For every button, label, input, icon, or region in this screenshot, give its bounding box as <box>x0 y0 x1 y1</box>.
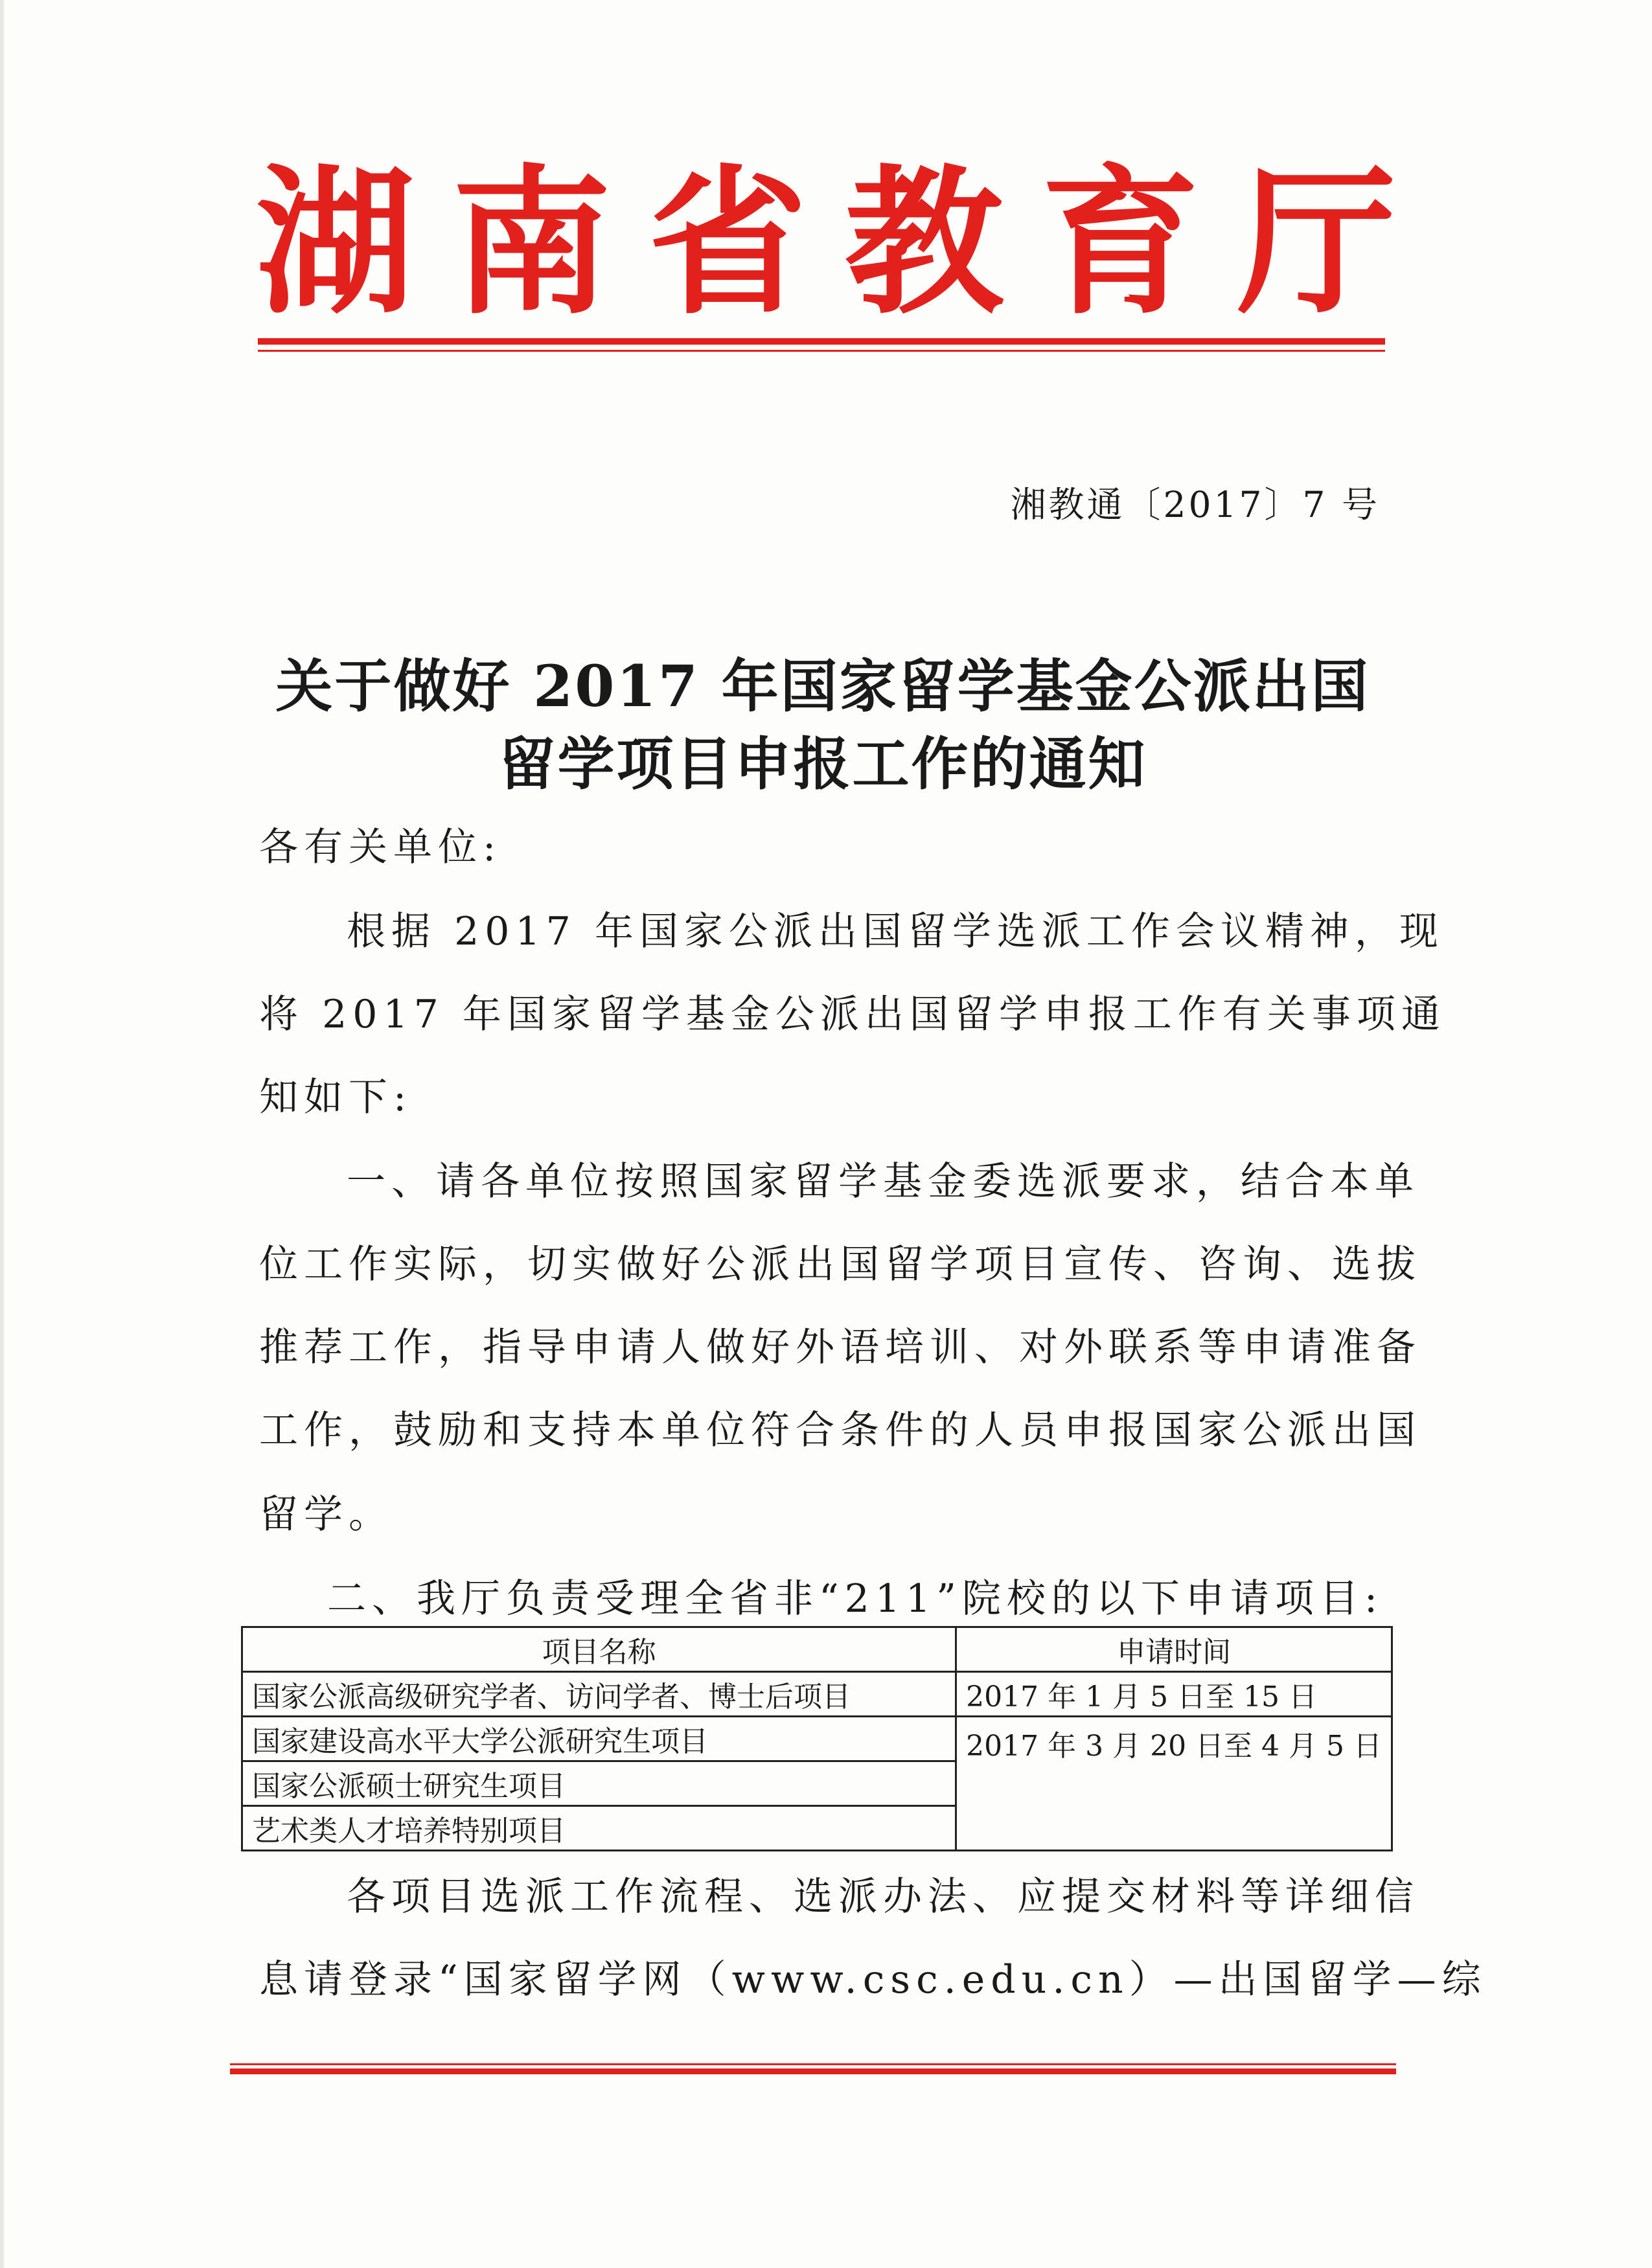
salutation: 各有关单位: <box>259 825 502 870</box>
project-name-cell: 国家建设高水平大学公派研究生项目 <box>242 1717 956 1761</box>
table-header-row <box>242 1627 1392 1672</box>
paragraph-line: 根据 2017 年国家公派出国留学选派工作会议精神，现 <box>347 909 1444 954</box>
page-edge <box>0 0 4 2268</box>
footer-rule-thin <box>230 2063 1396 2065</box>
letterhead-char: 省 <box>648 150 807 336</box>
letterhead-char: 育 <box>1041 150 1200 336</box>
letterhead-rule-thick <box>258 338 1385 345</box>
paragraph-line: 留学。 <box>259 1492 393 1537</box>
document-title-line-1: 关于做好 2017 年国家留学基金公派出国 <box>275 652 1370 720</box>
paragraph-line: 将 2017 年国家留学基金公派出国留学申报工作有关事项通 <box>259 992 1446 1037</box>
document-number: 湘教通〔2017〕7 号 <box>1010 484 1380 525</box>
document-title-line-2: 留学项目申报工作的通知 <box>498 730 1147 797</box>
letterhead-char: 厅 <box>1237 150 1396 336</box>
paragraph-line: 知如下: <box>259 1075 413 1120</box>
footer-rule-thick <box>230 2068 1396 2074</box>
paragraph-line: 各项目选派工作流程、选派办法、应提交材料等详细信 <box>347 1874 1419 1919</box>
paragraph-line: 息请登录“国家留学网（www.csc.edu.cn）—出国留学—综 <box>259 1957 1487 2002</box>
paragraph-line: 推荐工作，指导申请人做好外语培训、对外联系等申请准备 <box>259 1325 1421 1370</box>
application-time-cell: 2017 年 1 月 5 日至 15 日 <box>956 1672 1392 1717</box>
letterhead-char: 湖 <box>256 150 415 336</box>
project-name-cell: 国家公派硕士研究生项目 <box>242 1761 956 1806</box>
table-row <box>242 1717 1392 1761</box>
paragraph-line: 工作，鼓励和支持本单位符合条件的人员申报国家公派出国 <box>259 1408 1421 1453</box>
letterhead-rule-thin <box>258 350 1385 352</box>
project-name-cell: 艺术类人才培养特别项目 <box>242 1806 956 1851</box>
application-time-cell <box>956 1717 1392 1851</box>
projects-table <box>241 1626 1393 1851</box>
table-header-cell: 项目名称 <box>242 1627 956 1672</box>
paragraph-line: 二、我厅负责受理全省非“211”院校的以下申请项目: <box>327 1576 1384 1621</box>
paragraph-line: 一、请各单位按照国家留学基金委选派要求，结合本单 <box>347 1159 1419 1204</box>
application-time-text: 2017 年 3 月 20 日至 4 月 5 日 <box>966 1730 1382 1763</box>
table-row <box>242 1672 1392 1717</box>
paragraph-line: 位工作实际，切实做好公派出国留学项目宣传、咨询、选拔 <box>259 1242 1421 1287</box>
project-name-cell: 国家公派高级研究学者、访问学者、博士后项目 <box>242 1672 956 1717</box>
letterhead-char: 教 <box>845 150 1004 336</box>
table-header-cell: 申请时间 <box>956 1627 1392 1672</box>
letterhead-char: 南 <box>452 150 611 336</box>
letterhead-title <box>256 150 1396 336</box>
